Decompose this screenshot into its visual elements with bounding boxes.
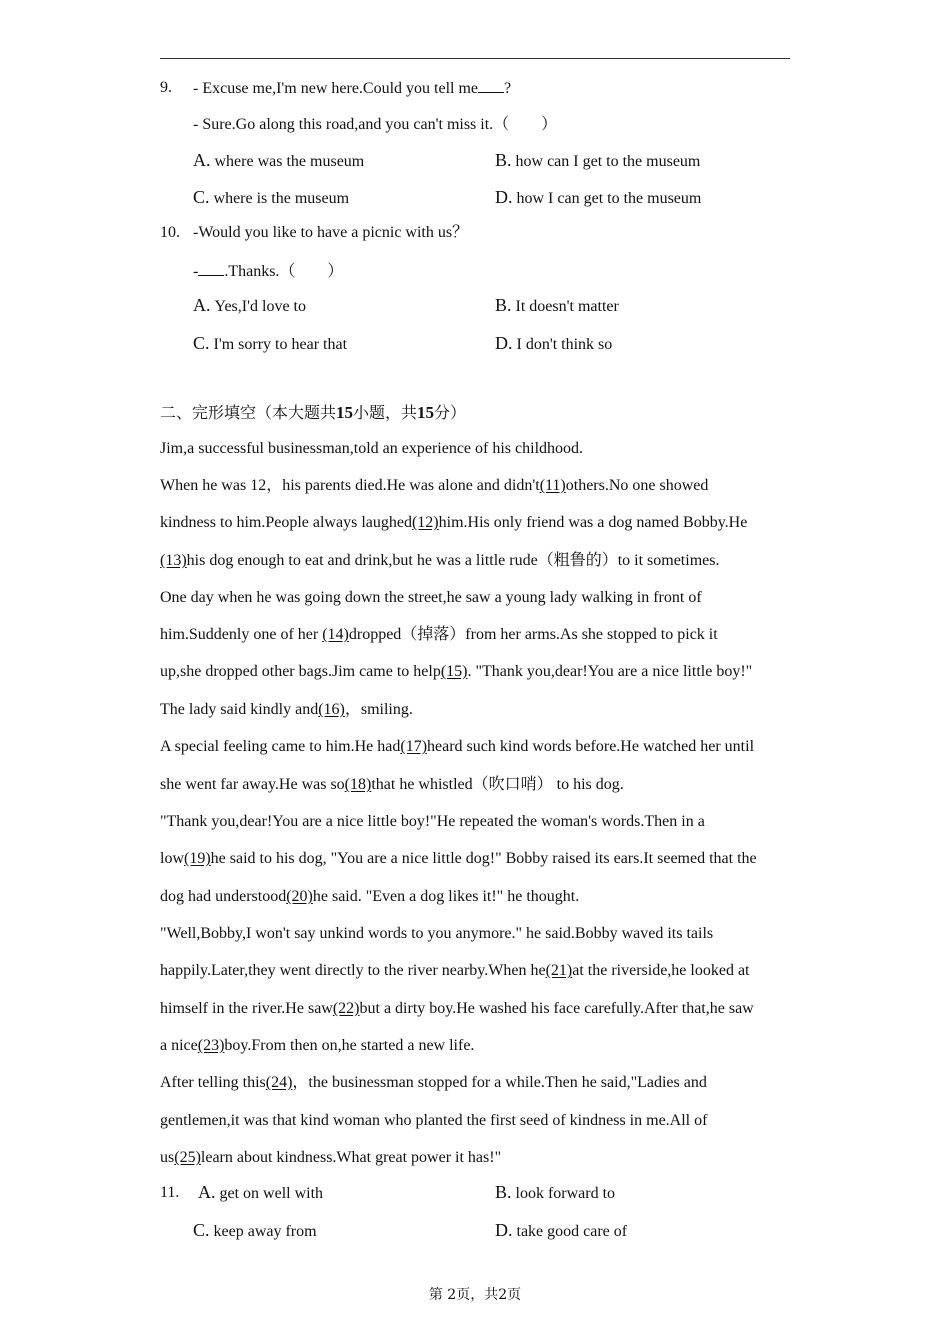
section-2-heading: 二、完形填空（本大题共15小题，共15分） <box>160 403 467 422</box>
q10-option-d[interactable]: D. I don't think so <box>495 333 613 353</box>
blank-24[interactable]: (24) <box>265 1074 293 1091</box>
passage-line: himself in the river.He saw(22)but a dirty boy.He washed his face carefully.After that,he saw <box>160 1000 754 1017</box>
passage-line: A special feeling came to him.He had(17)heard such kind words before.He watched her until <box>160 738 755 755</box>
passage-line: Jim,a successful businessman,told an experience of his childhood. <box>160 440 584 457</box>
answer-blank <box>198 261 224 276</box>
answer-blank <box>478 78 504 93</box>
question-10-line-2: - .Thanks.（ ） <box>193 263 344 280</box>
header-rule <box>160 58 790 59</box>
blank-13[interactable]: (13) <box>160 552 187 569</box>
blank-11[interactable]: (11) <box>539 477 566 494</box>
question-9-line-1: - Excuse me,I'm new here.Could you tell me ? <box>193 80 512 97</box>
q10-option-a[interactable]: A. Yes,I'd love to <box>193 295 306 315</box>
passage-line: kindness to him.People always laughed(12)him.His only friend was a dog named Bobby.He <box>160 514 748 531</box>
q11-option-b[interactable]: B. look forward to <box>495 1182 616 1202</box>
blank-12[interactable]: (12) <box>411 514 439 531</box>
passage-line: him.Suddenly one of her (14)dropped（掉落）from her arms.As she stopped to pick it <box>160 626 718 643</box>
blank-25[interactable]: (25) <box>174 1149 201 1166</box>
question-10-line-1: -Would you like to have a picnic with us？ <box>193 224 469 241</box>
blank-14[interactable]: (14) <box>322 626 349 643</box>
passage-line: The lady said kindly and(16)，smiling. <box>160 701 413 718</box>
passage-line: us(25)learn about kindness.What great power it has!" <box>160 1149 502 1166</box>
q11-option-d[interactable]: D. take good care of <box>495 1220 628 1240</box>
passage-line: dog had understood(20)he said. "Even a dog likes it!" he thought. <box>160 888 580 905</box>
passage-line: gentlemen,it was that kind woman who planted the first seed of kindness in me.All of <box>160 1112 708 1129</box>
passage-line: a nice(23)boy.From then on,he started a new life. <box>160 1037 475 1054</box>
question-10-number: 10. <box>160 224 180 241</box>
blank-21[interactable]: (21) <box>545 962 573 979</box>
q9-option-b[interactable]: B. how can I get to the museum <box>495 150 701 170</box>
q9-option-c[interactable]: C. where is the museum <box>193 187 350 207</box>
blank-17[interactable]: (17) <box>400 738 428 755</box>
passage-line: low(19)he said to his dog, "You are a nice little dog!" Bobby raised its ears.It seemed that the <box>160 850 757 867</box>
passage-line: One day when he was going down the street,he saw a young lady walking in front of <box>160 589 702 606</box>
q9-option-a[interactable]: A. where was the museum <box>193 150 365 170</box>
question-11-number: 11. <box>160 1184 180 1201</box>
passage-line: she went far away.He was so(18)that he whistled（吹口哨） to his dog. <box>160 776 624 793</box>
q9-option-d[interactable]: D. how I can get to the museum <box>495 187 702 207</box>
blank-23[interactable]: (23) <box>197 1037 225 1054</box>
blank-19[interactable]: (19) <box>184 850 211 867</box>
page-footer: 第 2页，共2页 <box>428 1287 522 1303</box>
passage-line: (13)his dog enough to eat and drink,but he was a little rude（粗鲁的）to it sometimes. <box>160 552 720 569</box>
passage-line: happily.Later,they went directly to the river nearby.When he(21)at the riverside,he looked at <box>160 962 750 979</box>
passage-line: When he was 12，his parents died.He was alone and didn't(11)others.No one showed <box>160 477 709 494</box>
passage-line: "Thank you,dear!You are a nice little boy!"He repeated the woman's words.Then in a <box>160 813 705 830</box>
passage-line: "Well,Bobby,I won't say unkind words to you anymore." he said.Bobby waved its tails <box>160 925 714 942</box>
q11-option-a[interactable]: A. get on well with <box>198 1182 324 1202</box>
blank-20[interactable]: (20) <box>286 888 313 905</box>
q10-option-c[interactable]: C. I'm sorry to hear that <box>193 333 348 353</box>
question-9-number: 9. <box>160 79 172 96</box>
blank-18[interactable]: (18) <box>344 776 372 793</box>
question-9-line-2: - Sure.Go along this road,and you can't miss it.（ ） <box>193 116 558 133</box>
blank-22[interactable]: (22) <box>332 1000 360 1017</box>
blank-16[interactable]: (16) <box>318 701 345 718</box>
passage-line: After telling this(24)，the businessman stopped for a while.Then he said,"Ladies and <box>160 1074 707 1091</box>
blank-15[interactable]: (15) <box>440 663 468 680</box>
passage-line: up,she dropped other bags.Jim came to help(15). "Thank you,dear!You are a nice little boy!" <box>160 663 753 680</box>
q10-option-b[interactable]: B. It doesn't matter <box>495 295 619 315</box>
q11-option-c[interactable]: C. keep away from <box>193 1220 317 1240</box>
